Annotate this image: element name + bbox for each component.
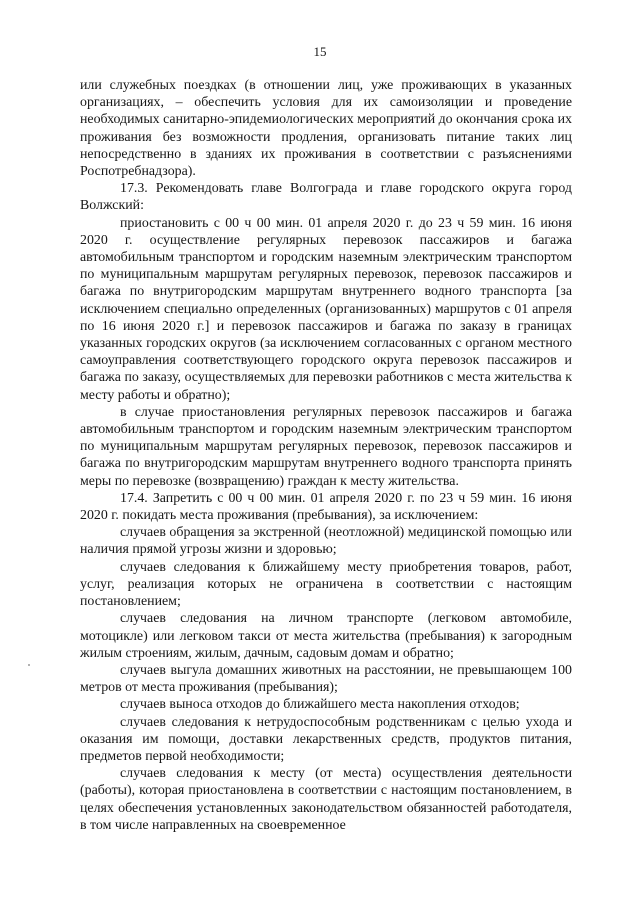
- paragraph-9: случаев выгула домашних животных на расстоянии, не превышающем 100 метров от места проживания (пребывания);: [80, 662, 572, 696]
- paragraph-10: случаев выноса отходов до ближайшего места накопления отходов;: [120, 697, 520, 713]
- paragraph-6: случаев обращения за экстренной (неотложной) медицинской помощью или наличия прямой угрозы жизни и здоровью;: [80, 525, 572, 558]
- paragraph-7: случаев следования к ближайшему месту приобретения товаров, работ, услуг, реализация которых не ограничена в соответствии с настоящим постановлением;: [80, 559, 572, 610]
- paragraph-12: случаев следования к месту (от места) осуществления деятельности (работы), которая приостановлена в соответствии с настоящим постановлением, в целях обеспечения установленных законодательством обязанностей работодателя, в том числе направленных на своевременное: [80, 766, 572, 833]
- paragraph-3: приостановить с 00 ч 00 мин. 01 апреля 2020 г. до 23 ч 59 мин. 16 июня 2020 г. осуществление регулярных перевозок пассажиров и багажа автомобильным транспортом и городским наземным электрическим транспортом по муниципальным маршрутам регулярных перевозок, перевозок пассажиров и багажа по внутригородским маршрутам внутреннего водного транспорта [за исключением специально определенных (организованных) маршрутов с 01 апреля по 16 июня 2020 г.] и перевозок пассажиров и багажа по заказу в границах указанных городских округов (за исключением согласованных с органом местного самоуправления соответствующего городского округа перевозок пассажиров и багажа по заказу, осуществляемых для перевозки работников с места жительства к месту работы и обратно);: [80, 215, 572, 403]
- paragraph-4: в случае приостановления регулярных перевозок пассажиров и багажа автомобильным транспортом и городским наземным электрическим транспортом по муниципальным маршрутам регулярных перевозок, перевозок пассажиров и багажа по внутригородским маршрутам внутреннего водного транспорта принять меры по перевозке (возвращению) граждан к месту жительства.: [80, 404, 572, 489]
- paragraph-11: случаев следования к нетрудоспособным родственникам с целью ухода и оказания им помощи, доставки лекарственных средств, продуктов питания, предметов первой необходимости;: [80, 714, 572, 764]
- paragraph-1: или служебных поездках (в отношении лиц, уже проживающих в указанных организациях, – обеспечить условия для их самоизоляции и проведение необходимых санитарно-эпидемиологических мероприятий до окончания срока их проживания без возможности продления, организовать питание таких лиц непосредственно в зданиях их проживания в соответствии с разъяснениями Роспотребнадзора).: [80, 78, 572, 180]
- document-body: [80, 77, 572, 834]
- paragraph-5: 17.4. Запретить с 00 ч 00 мин. 01 апреля 2020 г. по 23 ч 59 мин. 16 июня 2020 г. покидать места проживания (пребывания), за исключением:: [80, 490, 572, 524]
- paragraph-2: 17.3. Рекомендовать главе Волгограда и главе городского округа город Волжский:: [80, 181, 572, 214]
- scan-speck: [28, 664, 30, 666]
- paragraph-8: случаев следования на личном транспорте (легковом автомобиле, мотоцикле) или легковом такси от места жительства (пребывания) к загородным жилым строениям, жилым, дачным, садовым домам и обратно;: [80, 611, 572, 661]
- page-number: 15: [313, 44, 327, 59]
